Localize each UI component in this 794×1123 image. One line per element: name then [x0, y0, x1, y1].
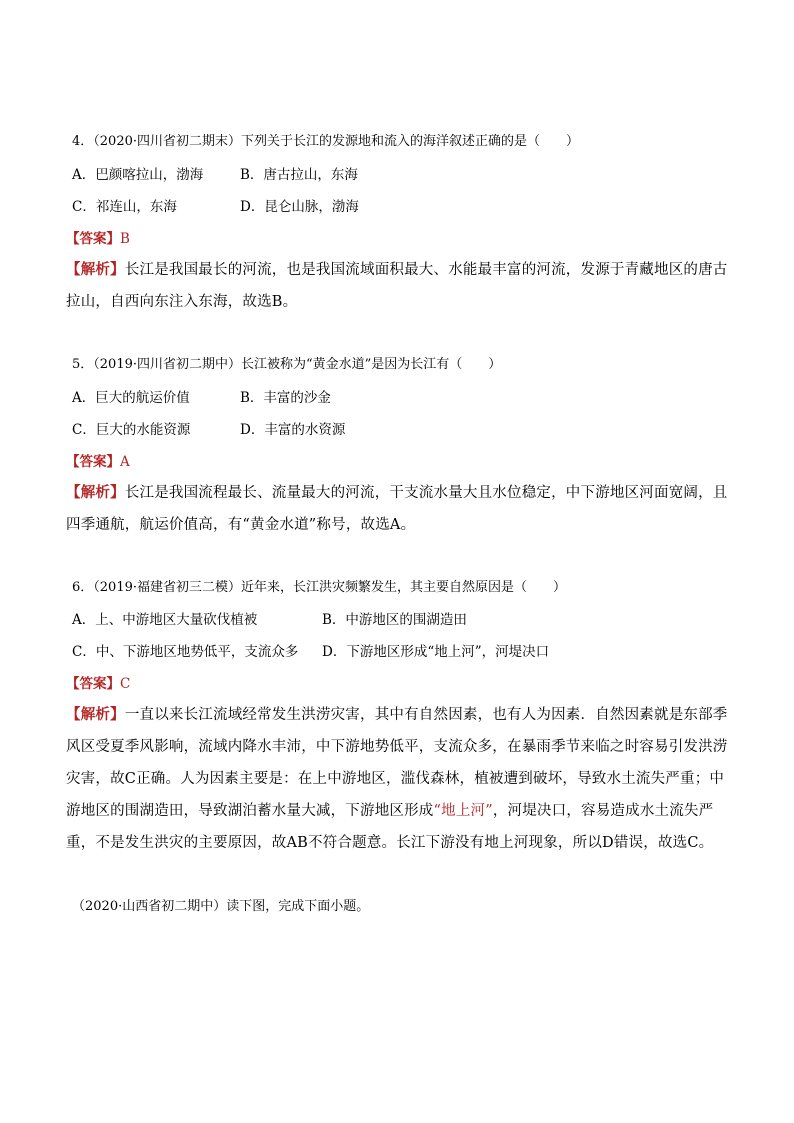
question-5-option-a: A．巨大的航运价值	[72, 390, 190, 406]
question-5-answer	[66, 453, 130, 471]
question-4-stem: 4．（2020·四川省初二期末）下列关于长江的发源地和流入的海洋叙述正确的是（ ）	[72, 134, 579, 149]
analysis-text-part1: 一直以来长江流域经常发生洪涝灾害，其中有自然因素，也有人为因素．自然因素就是东部季风区受夏季风影响，流域内降水丰沛，中下游地势低平，支流众多，在暴雨季节来临之时容易引发洪涝灾害，故C正确。人为因素主要是：在上中游地区，滥伐森林，植被遭到破坏，导致水土流失严重；中游地区的围湖造田，导致湖泊蓄水量大减，下游地区形成	[66, 707, 728, 819]
answer-tag: 【答案】	[66, 231, 120, 247]
analysis-text-part2: ，河堤决口，容易造成水土流失严重，不是发生洪灾的主要原因，故AB不符合题意。长江下游没有地上河现象，所以D错误，故选C。	[66, 803, 714, 851]
analysis-text: 长江是我国最长的河流，也是我国流域面积最大、水能最丰富的河流，发源于青藏地区的唐古拉山，自西向东注入东海，故选B。	[66, 262, 728, 310]
question-6-answer	[66, 675, 130, 693]
analysis-tag: 【解析】	[66, 484, 125, 501]
question-6-option-c: C．中、下游地区地势低平，支流众多	[72, 644, 299, 660]
question-4-option-c: C．祁连山，东海	[72, 199, 177, 215]
question-4-answer	[66, 230, 130, 248]
answer-tag: 【答案】	[66, 454, 120, 470]
question-6-option-d: D．下游地区形成“地上河”，河堤决口	[322, 644, 550, 660]
analysis-text: 长江是我国流程最长、流量最大的河流，干支流水量大且水位稳定，中下游地区河面宽阔，且四季通航，航运价值高，有“黄金水道”称号，故选A。	[66, 485, 728, 533]
answer-letter: C	[120, 676, 131, 692]
answer-letter: B	[120, 231, 130, 247]
answer-tag: 【答案】	[66, 676, 120, 692]
question-5-stem: 5．（2019·四川省初二期中）长江被称为“黄金水道”是因为长江有（ ）	[72, 357, 502, 372]
question-5-option-c: C．巨大的水能资源	[72, 422, 191, 438]
answer-letter: A	[120, 454, 130, 470]
question-4-option-d: D．昆仑山脉，渤海	[240, 199, 359, 215]
question-6-stem: 6．（2019·福建省初三二模）近年来，长江洪灾频繁发生，其主要自然原因是（ ）	[72, 580, 566, 595]
question-7-intro: （2020·山西省初二期中）读下图，完成下面小题。	[72, 899, 370, 914]
question-6-analysis	[66, 699, 734, 859]
question-5-option-b: B．丰富的沙金	[240, 390, 331, 406]
question-4-analysis	[66, 254, 734, 318]
question-4-option-b: B．唐古拉山，东海	[240, 167, 358, 183]
question-5-option-d: D．丰富的水资源	[240, 422, 346, 438]
analysis-tag: 【解析】	[66, 706, 125, 723]
question-6-option-b: B．中游地区的围湖造田	[322, 612, 467, 628]
question-4-option-a: A．巴颜喀拉山，渤海	[72, 167, 204, 183]
question-6-option-a: A．上、中游地区大量砍伐植被	[72, 612, 258, 628]
analysis-tag: 【解析】	[66, 261, 125, 278]
question-5-analysis	[66, 477, 734, 541]
analysis-highlight: “地上河”	[433, 803, 493, 819]
